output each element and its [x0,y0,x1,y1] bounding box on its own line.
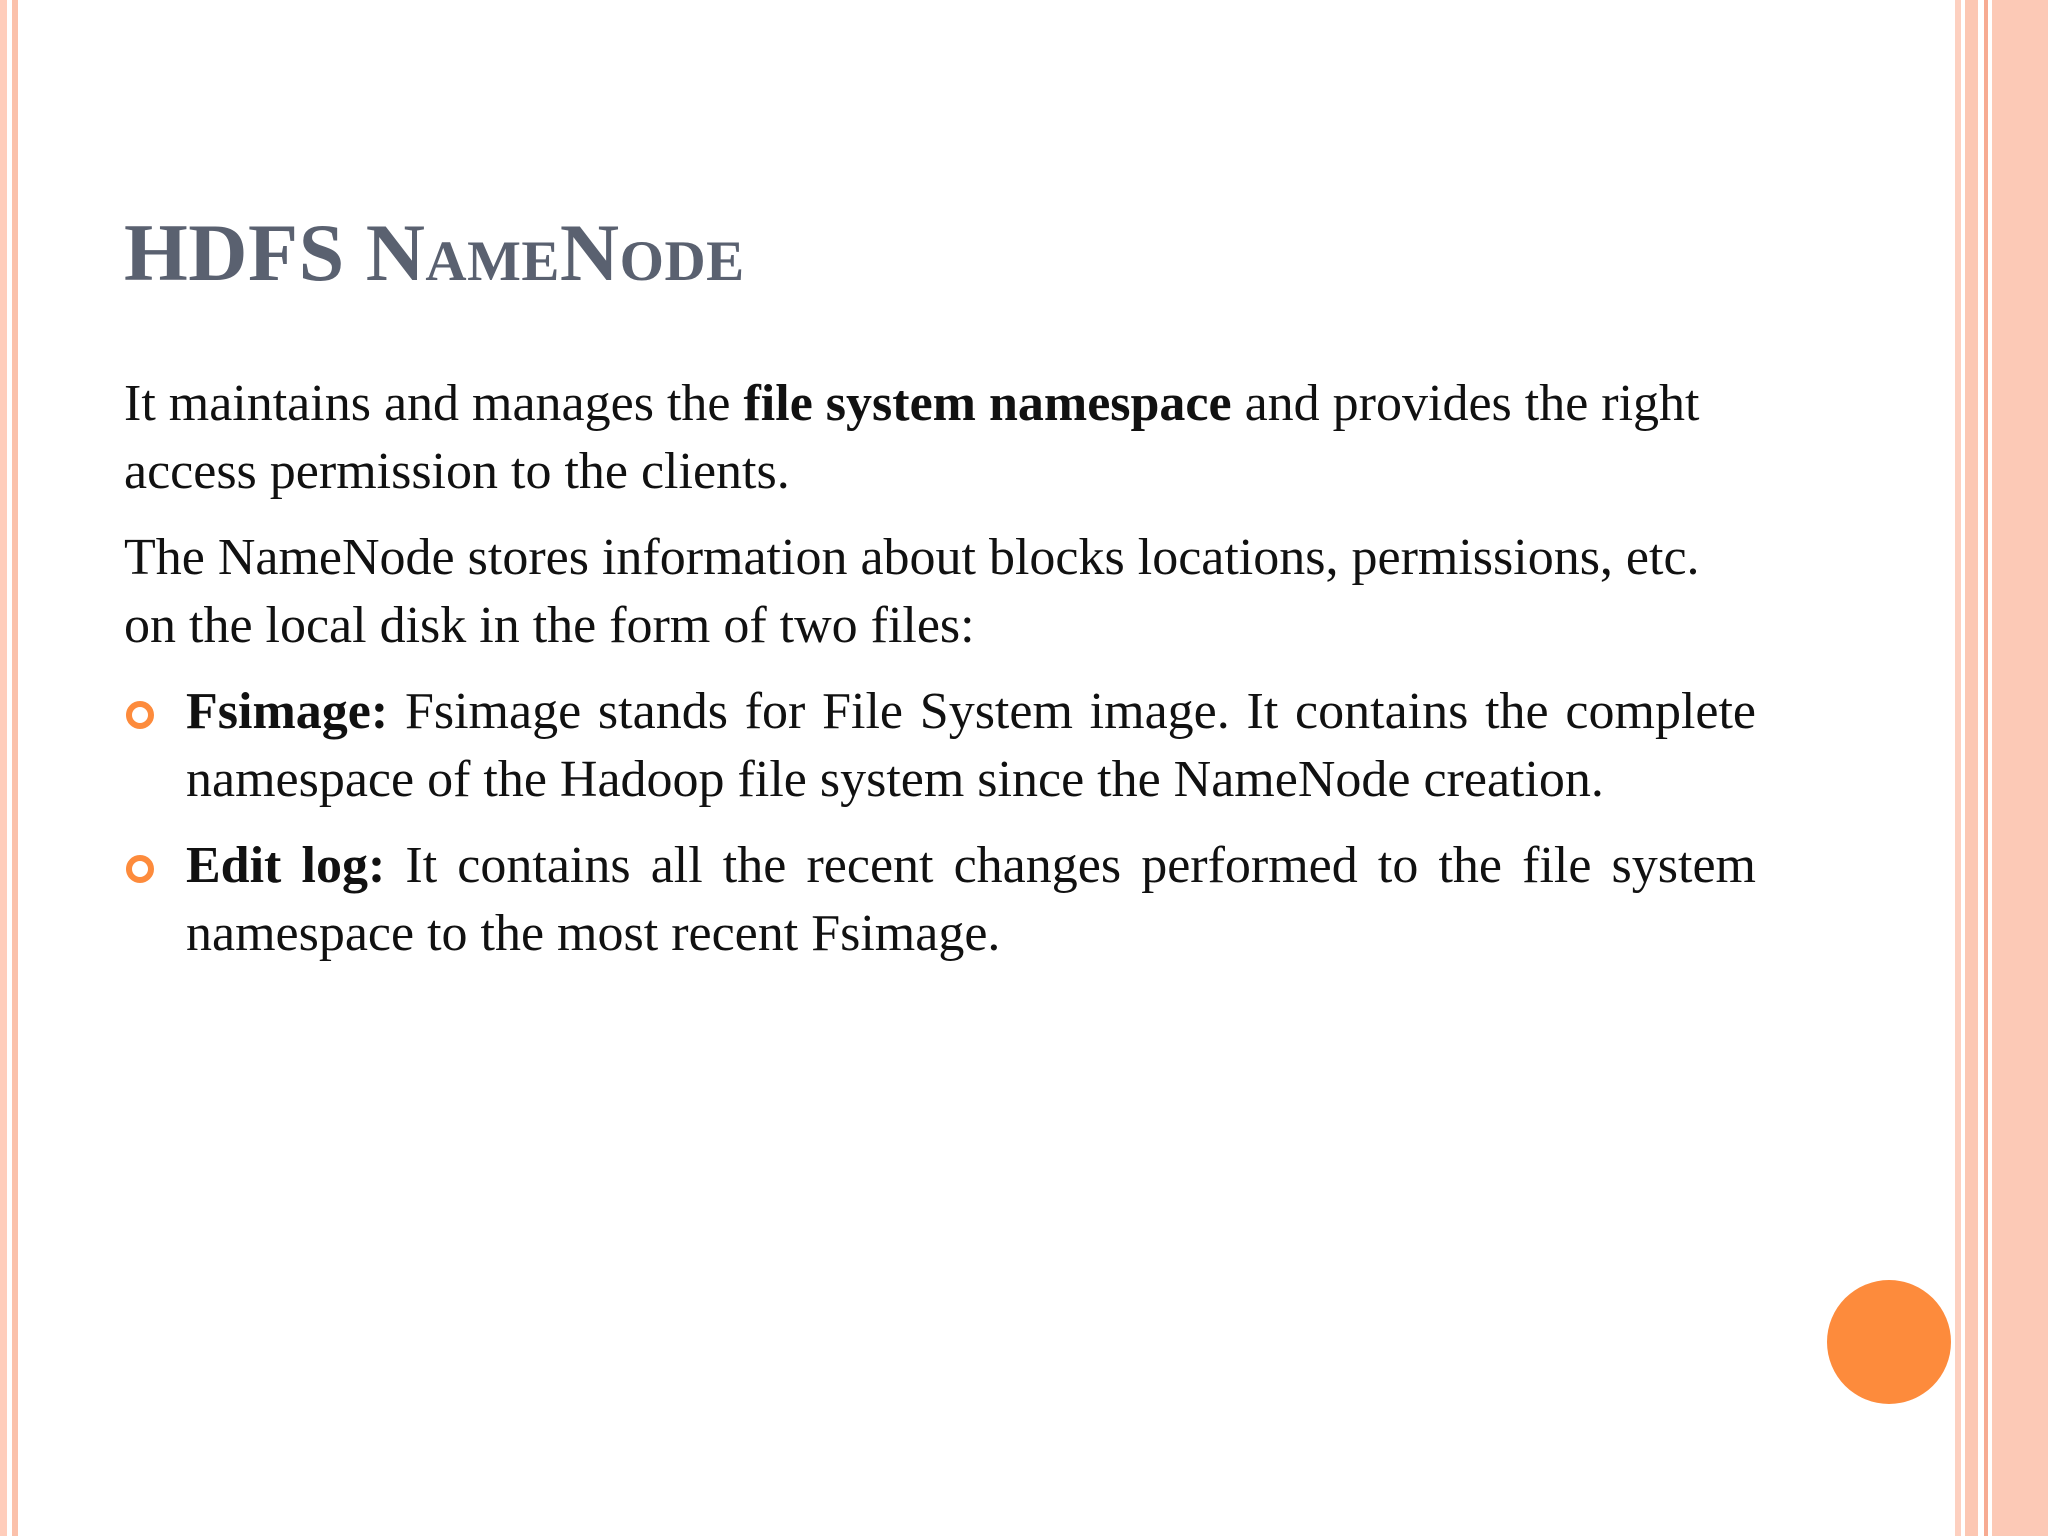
bullet-item-fsimage [124,678,1756,814]
slide-title: HDFS NameNode [124,207,745,298]
paragraph-storage [124,524,1756,660]
bullet-item-edit-log [124,832,1756,968]
bullet-text: It contains all the recent changes performed to the file system namespace to the most recent Fsimage. [186,837,1756,962]
right-border-band [1992,0,2048,1536]
paragraph-text: It maintains and manages the [124,375,744,432]
slide-content [124,370,1756,986]
paragraph-namespace [124,370,1756,506]
bullet-term: Edit log: [186,837,386,894]
right-border-stripe-wide [1965,0,1978,1536]
left-border-stripe [0,0,7,1536]
hollow-circle-bullet-icon [126,701,154,729]
bullet-text: Fsimage stands for File System image. It contains the complete namespace of the Hadoop file system since the NameNode creation. [186,683,1756,808]
bullet-term: Fsimage: [186,683,389,740]
paragraph-text: The NameNode stores information about blocks locations, permissions, etc. on the local disk in the form of two files: [124,529,1700,654]
left-border-stripe-inner [12,0,18,1536]
paragraph-bold-term: file system namespace [743,375,1232,432]
paragraph-text: and provides the right access permission to the clients. [124,375,1700,500]
orange-circle-decoration [1827,1280,1951,1404]
hollow-circle-bullet-icon [126,855,154,883]
